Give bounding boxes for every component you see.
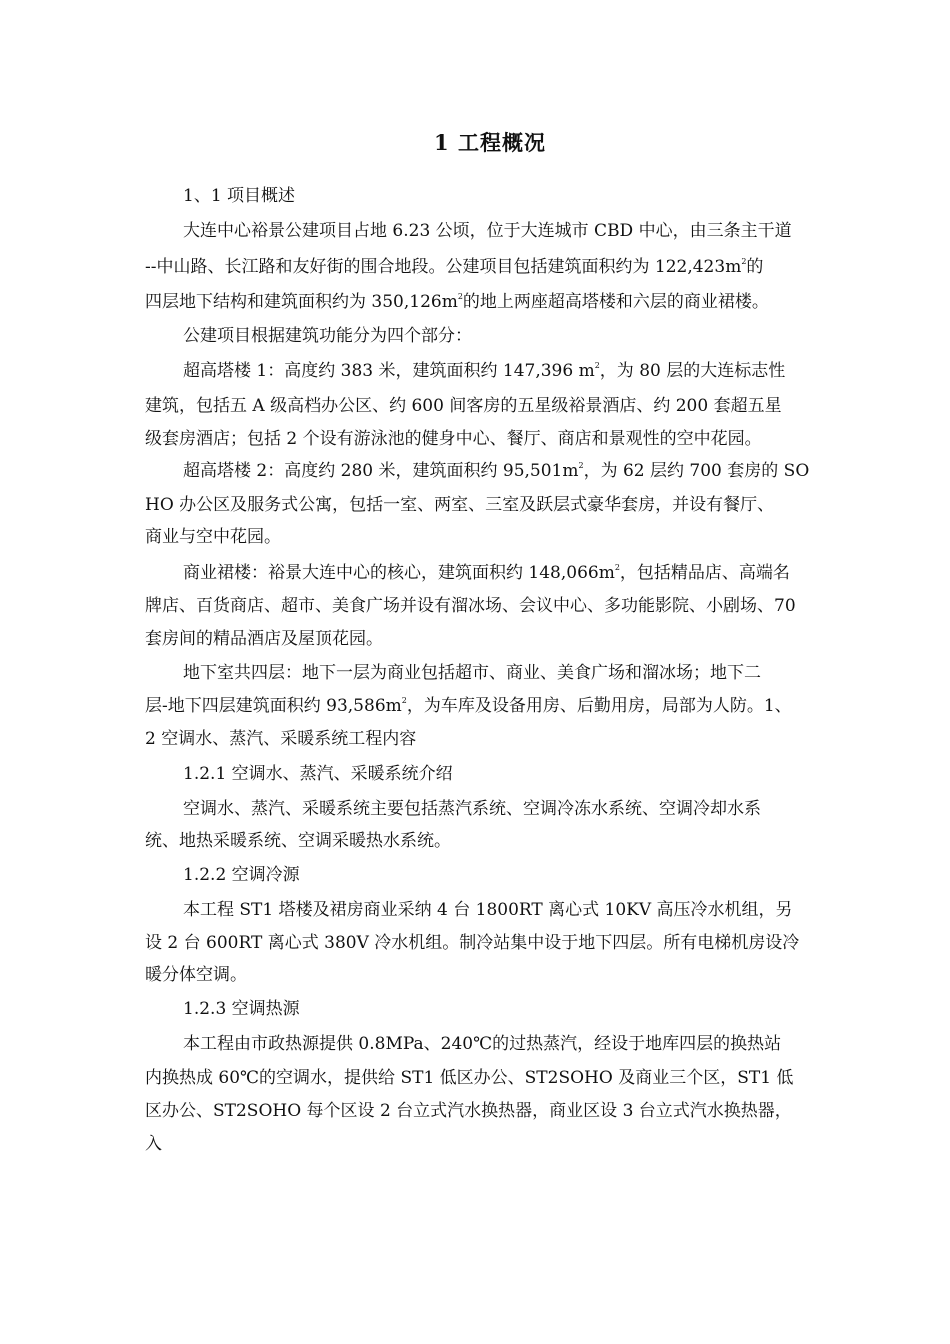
paragraph-line: 大连中心裕景公建项目占地 6.23 公顷，位于大连城市 CBD 中心，由三条主干道 — [183, 221, 792, 241]
paragraph-line: 入 — [145, 1134, 162, 1154]
paragraph-line: 本工程 ST1 塔楼及裙房商业采纳 4 台 1800RT 离心式 10KV 高压冷水机组，另 — [183, 900, 793, 920]
page-title: 1 工程概况 — [434, 130, 546, 155]
paragraph-line: 套房间的精品酒店及屋顶花园。 — [145, 629, 383, 649]
paragraph-line: 本工程由市政热源提供 0.8MPa、240℃的过热蒸汽，经设于地库四层的换热站 — [183, 1034, 782, 1054]
section-heading: 2 空调水、蒸汽、采暖系统工程内容 — [145, 729, 417, 749]
superscript: 2 — [741, 257, 747, 266]
paragraph-line: 超高塔楼 2：高度约 280 米，建筑面积约 $95,501m^2$，为 62 层约 700 套房的 SO — [183, 461, 810, 481]
paragraph-line: 设 2 台 600RT 离心式 380V 冷水机组。制冷站集中设于地下四层。所有电梯机房设冷 — [145, 933, 800, 953]
superscript: 2 — [401, 696, 407, 705]
paragraph-line: 内换热成 60℃的空调水，提供给 ST1 低区办公、ST2SOHO 及商业三个区，ST1 低 — [145, 1068, 794, 1088]
superscript: 2 — [578, 461, 584, 470]
paragraph-line: 暖分体空调。 — [145, 965, 247, 985]
paragraph-line: HO 办公区及服务式公寓，包括一室、两室、三室及跃层式豪华套房，并设有餐厅、 — [145, 495, 775, 515]
paragraph-line: 级套房酒店；包括 2 个设有游泳池的健身中心、餐厅、商店和景观性的空中花园。 — [145, 429, 762, 449]
paragraph-line: 公建项目根据建筑功能分为四个部分： — [183, 326, 472, 346]
paragraph-line: 统、地热采暖系统、空调采暖热水系统。 — [145, 831, 451, 851]
paragraph-line: 超高塔楼 1：高度约 383 米，建筑面积约 147,396 $m^2$，为 80 层的大连标志性 — [183, 361, 786, 381]
paragraph-line: 商业裙楼：裕景大连中心的核心，建筑面积约 $148,066m^2$，包括精品店、高端名 — [183, 563, 790, 583]
paragraph-line: 商业与空中花园。 — [145, 527, 281, 547]
paragraph-line: 地下室共四层：地下一层为商业包括超市、商业、美食广场和溜冰场；地下二 — [183, 663, 761, 683]
superscript: 2 — [594, 361, 600, 370]
section-heading: 1.2.3 空调热源 — [183, 999, 300, 1019]
paragraph-line: 四层地下结构和建筑面积约为 $350,126m^2$的地上两座超高塔楼和六层的商业裙楼。 — [145, 292, 769, 312]
section-heading: 1.2.2 空调冷源 — [183, 865, 300, 885]
paragraph-line: --中山路、长江路和友好街的围合地段。公建项目包括建筑面积约为 $122,423m^2$的 — [145, 257, 764, 277]
paragraph-line: 牌店、百货商店、超市、美食广场并设有溜冰场、会议中心、多功能影院、小剧场、70 — [145, 596, 796, 616]
paragraph-line: 建筑，包括五 A 级高档办公区、约 600 间客房的五星级裕景酒店、约 200 套超五星 — [145, 396, 782, 416]
superscript: 2 — [457, 292, 463, 301]
section-heading: 1、1 项目概述 — [183, 186, 296, 206]
superscript: 2 — [614, 563, 620, 572]
paragraph-line: 空调水、蒸汽、采暖系统主要包括蒸汽系统、空调冷冻水系统、空调冷却水系 — [183, 799, 761, 819]
section-heading: 1.2.1 空调水、蒸汽、采暖系统介绍 — [183, 764, 453, 784]
paragraph-line: 层-地下四层建筑面积约 $93,586m^2$，为车库及设备用房、后勤用房，局部为人防。1、 — [145, 696, 792, 716]
paragraph-line: 区办公、ST2SOHO 每个区设 2 台立式汽水换热器，商业区设 3 台立式汽水换热器， — [145, 1101, 792, 1121]
